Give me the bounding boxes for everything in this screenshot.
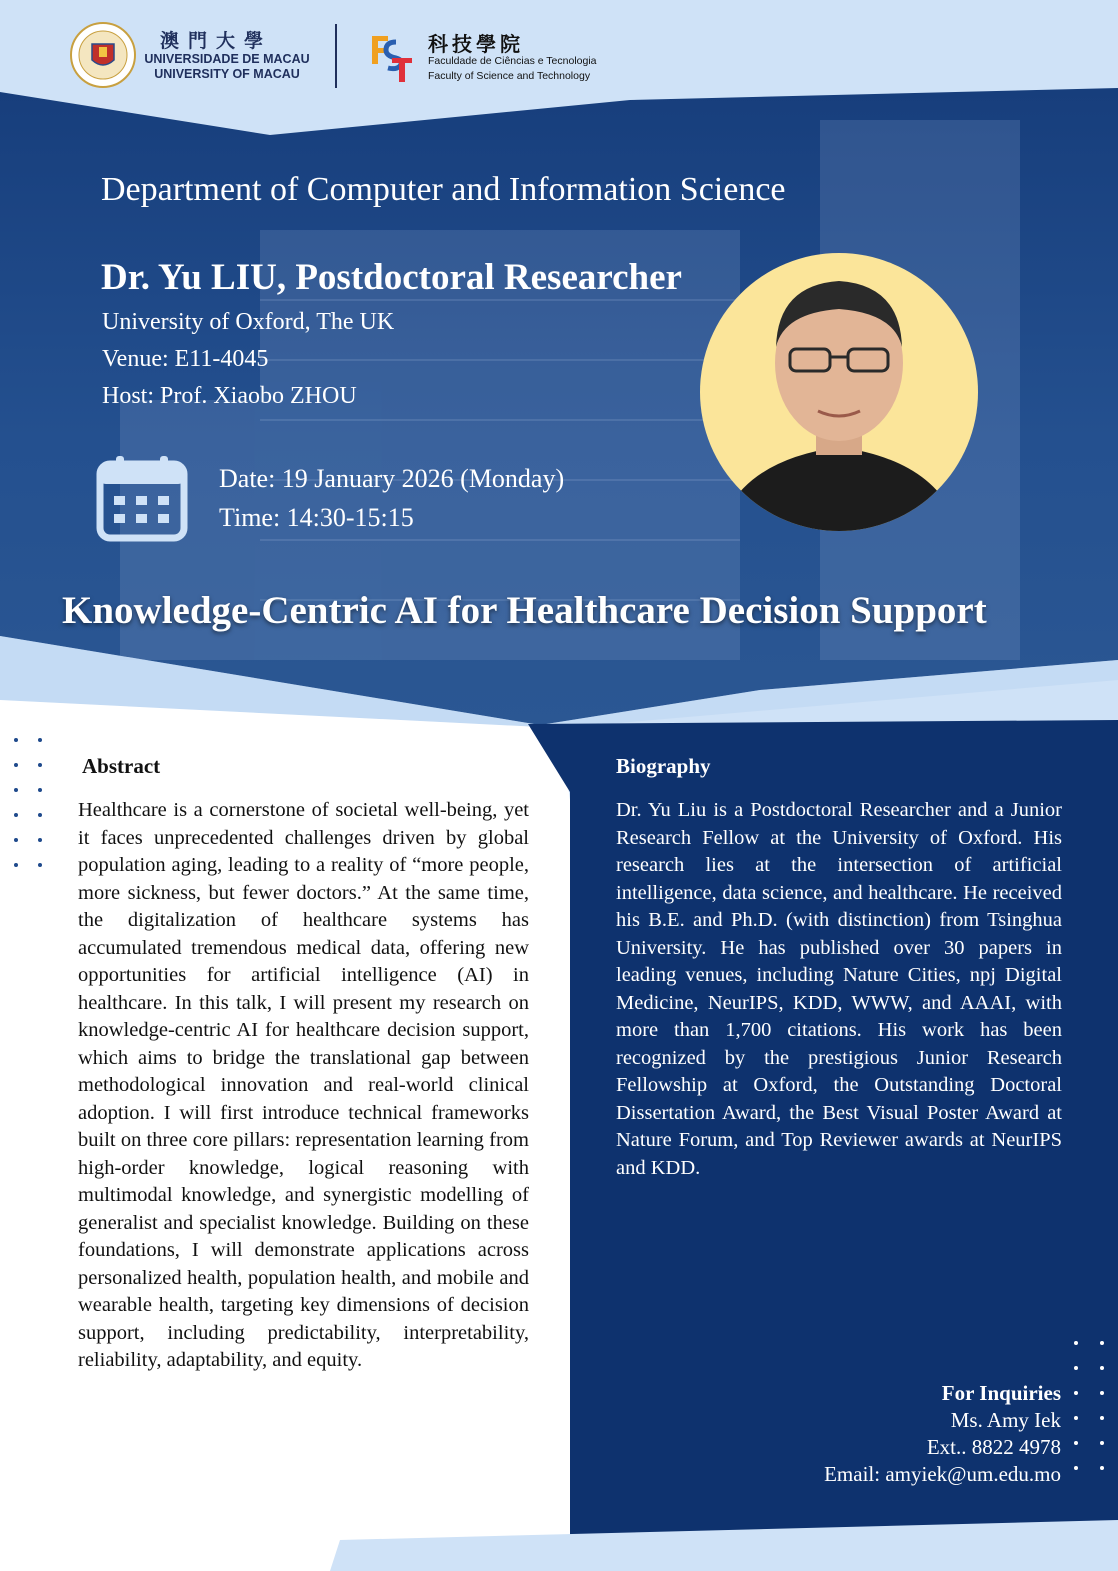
university-name-pt: UNIVERSIDADE DE MACAU	[144, 52, 310, 66]
inquiries-block	[740, 1380, 1061, 1488]
decorative-dots	[1074, 1341, 1078, 1491]
university-seal-icon	[70, 22, 136, 88]
contact-extension: Ext.. 8822 4978	[926, 1435, 1061, 1459]
biography-text: Dr. Yu Liu is a Postdoctoral Researcher and a Junior Research Fellow at the University of Oxford. His research lies at the intersection of artificial intelligence, data science, and healthcare. He received his B.E. and Ph.D. (with distinction) from Tsinghua University. He has published over 30 papers in leading venues, including Nature Cities, npj Digital Medicine, NeurIPS, KDD, WWW, and AAAI, with more than 1,700 citations. His work has been recognized by the prestigious Junior Research Fellowship at Oxford, the Outstanding Doctoral Dissertation Award, the Best Visual Poster Award at Nature Forum, and Top Reviewer awards at NeurIPS and KDD.	[616, 799, 1062, 1179]
contact-name: Ms. Amy Iek	[950, 1408, 1061, 1432]
um-logo[interactable]	[70, 22, 310, 88]
decorative-dots	[38, 738, 42, 888]
university-name-cn: 澳門大學	[160, 30, 273, 52]
department-name: Department of Computer and Information Science	[101, 171, 786, 208]
abstract-text: Healthcare is a cornerstone of societal well-being, yet it faces unprecedented challenges driven by global population aging, leading to a reality of “more people, more sickness, but fewer doctors.” At the same time, the digitalization of healthcare systems has accumulated tremendous medical data, offering new opportunities for artificial intelligence (AI) in healthcare. In this talk, I will present my research on knowledge-centric AI for healthcare decision support, which aims to bridge the translational gap between methodological innovation and real-world clinical adoption. I will first introduce technical frameworks built on three core pillars: representation learning from high-order knowledge, logical reasoning with multimodal knowledge, and synergistic modelling of generalist and specialist knowledge. Building on these foundations, I will demonstrate applications across personalized health, population health, and mobile and wearable health, targeting key dimensions of decision support, including predictability, interpretability, reliability, adaptability, and equity.	[78, 799, 529, 1371]
decorative-dots	[1100, 1341, 1104, 1491]
decorative-dots	[14, 738, 18, 888]
talk-title: Knowledge-Centric AI for Healthcare Decision Support	[62, 589, 987, 632]
event-time: Time: 14:30-15:15	[219, 503, 414, 532]
biography-heading: Biography	[616, 754, 711, 778]
inquiries-heading: For Inquiries	[941, 1381, 1061, 1405]
faculty-name-cn: 科技學院	[428, 32, 524, 56]
speaker-portrait	[698, 251, 980, 533]
speaker-affiliation: University of Oxford, The UK	[102, 309, 395, 335]
speaker-name: Dr. Yu LIU, Postdoctoral Researcher	[101, 257, 682, 298]
event-date: Date: 19 January 2026 (Monday)	[219, 464, 565, 493]
faculty-name-en: Faculty of Science and Technology	[428, 70, 591, 82]
header-divider	[335, 24, 337, 88]
contact-email[interactable]: Email: amyiek@um.edu.mo	[824, 1462, 1061, 1486]
fst-logo[interactable]	[366, 28, 606, 88]
fst-logo-icon	[366, 28, 416, 84]
host: Host: Prof. Xiaobo ZHOU	[102, 383, 357, 409]
faculty-name-pt: Faculdade de Ciências e Tecnologia	[428, 55, 597, 67]
calendar-icon	[96, 454, 188, 542]
abstract-heading: Abstract	[82, 754, 161, 778]
university-name-en: UNIVERSITY OF MACAU	[154, 67, 300, 81]
venue: Venue: E11-4045	[102, 346, 269, 372]
